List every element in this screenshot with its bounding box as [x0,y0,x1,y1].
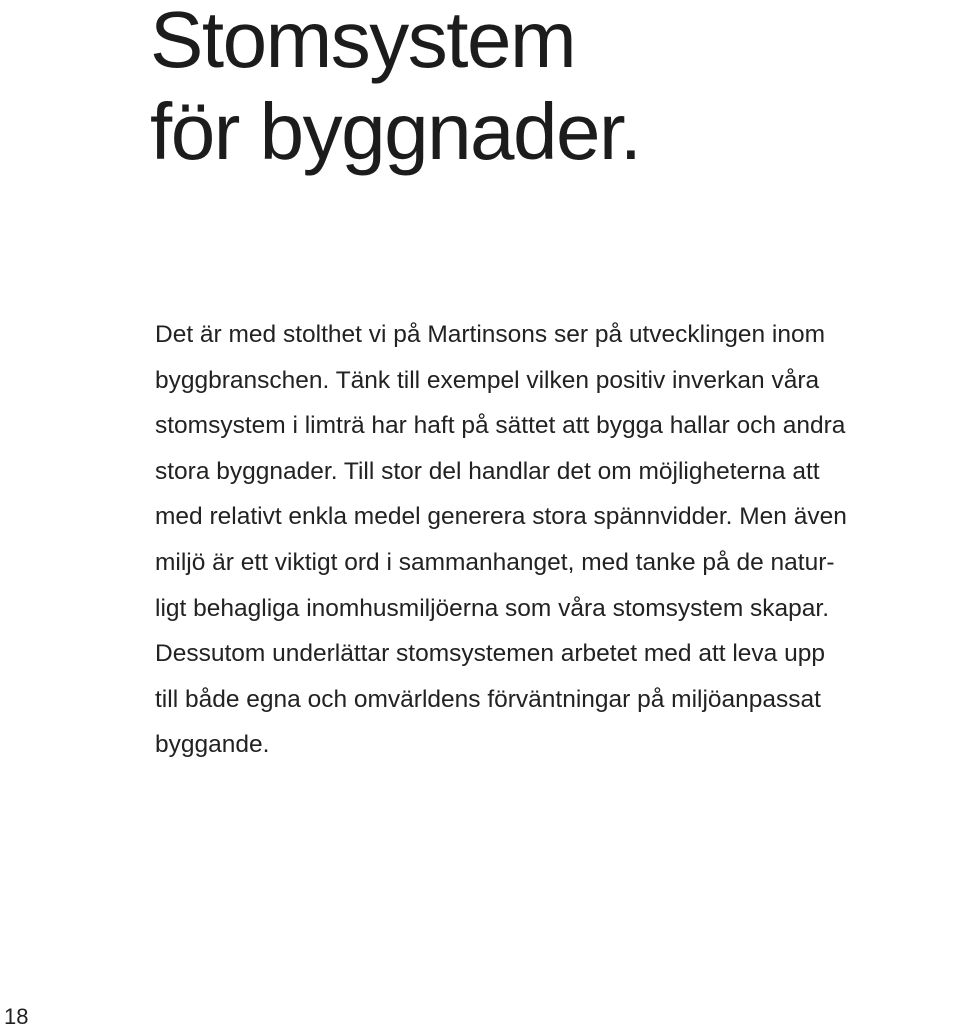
heading-line-1: Stomsystem [150,0,576,84]
page-heading [150,0,640,178]
body-line: stora byggnader. Till stor del handlar det om möjligheterna att [155,457,820,485]
body-line: stomsystem i limträ har haft på sättet att bygga hallar och andra [155,412,846,440]
heading-line-2: för byggnader. [150,87,641,176]
page-number: 18 [4,1004,29,1029]
body-line: ligt behagliga inomhusmiljöerna som våra stomsystem skapar. [155,594,830,622]
body-line: med relativt enkla medel generera stora spännvidder. Men även [155,503,847,531]
body-line: till både egna och omvärldens förväntningar på miljöanpassat [155,685,821,713]
body-line: byggbranschen. Tänk till exempel vilken positiv inverkan våra [155,366,820,394]
body-line: Dessutom underlättar stomsystemen arbetet med att leva upp [155,640,825,668]
body-paragraph [155,312,955,768]
body-line: byggande. [155,731,270,759]
body-line: miljö är ett viktigt ord i sammanhanget, med tanke på de natur- [155,548,835,576]
body-line: Det är med stolthet vi på Martinsons ser på utvecklingen inom [155,321,825,348]
